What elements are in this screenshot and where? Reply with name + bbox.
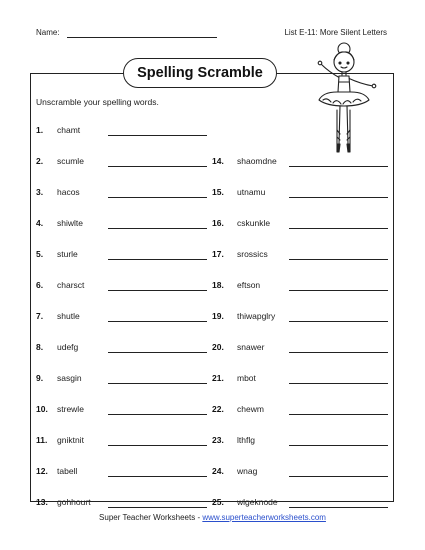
item-number: 16. [212,218,224,228]
answer-line[interactable] [108,507,207,508]
scrambled-word: chamt [57,125,81,135]
scrambled-word: lthflg [237,435,255,445]
item-number: 12. [36,466,48,476]
item-number: 23. [212,435,224,445]
answer-line[interactable] [289,321,388,322]
footer-text: Super Teacher Worksheets - [99,513,203,522]
item-number: 8. [36,342,44,352]
item-number: 22. [212,404,224,414]
answer-line[interactable] [289,414,388,415]
scrambled-word: udefg [57,342,79,352]
item-number: 11. [36,435,48,445]
item-number: 20. [212,342,224,352]
worksheet-title [123,58,277,88]
item-number: 10. [36,404,48,414]
answer-line[interactable] [108,321,207,322]
item-number: 6. [36,280,44,290]
scrambled-word: wnag [237,466,258,476]
answer-line[interactable] [289,476,388,477]
scrambled-word: srossics [237,249,268,259]
answer-line[interactable] [108,228,207,229]
scrambled-word: chewm [237,404,264,414]
answer-line[interactable] [108,290,207,291]
footer [0,513,425,522]
answer-line[interactable] [289,445,388,446]
scrambled-word: sasgin [57,373,82,383]
item-number: 19. [212,311,224,321]
scrambled-word: thiwapglry [237,311,276,321]
answer-line[interactable] [289,259,388,260]
item-number: 14. [212,156,224,166]
scrambled-word: shaomdne [237,156,277,166]
item-number: 5. [36,249,44,259]
scrambled-word: utnamu [237,187,266,197]
answer-line[interactable] [289,166,388,167]
worksheet-title-text: Spelling Scramble [137,65,263,81]
scrambled-word: shiwlte [57,218,83,228]
answer-line[interactable] [108,352,207,353]
scrambled-word: gohhourt [57,497,91,507]
item-number: 25. [212,497,224,507]
item-number: 15. [212,187,224,197]
answer-line[interactable] [108,476,207,477]
scrambled-word: tabell [57,466,78,476]
answer-line[interactable] [108,383,207,384]
footer-link[interactable]: www.superteacherworksheets.com [202,513,326,522]
ballerina-illustration [303,40,385,160]
scrambled-word: strewle [57,404,84,414]
item-number: 21. [212,373,224,383]
answer-line[interactable] [289,228,388,229]
item-number: 7. [36,311,44,321]
item-number: 1. [36,125,44,135]
item-number: 13. [36,497,48,507]
answer-line[interactable] [289,383,388,384]
answer-line[interactable] [289,290,388,291]
list-label: List E-11: More Silent Letters [284,28,387,37]
scrambled-word: mbot [237,373,256,383]
instructions: Unscramble your spelling words. [36,97,159,107]
item-number: 17. [212,249,224,259]
answer-line[interactable] [289,197,388,198]
answer-line[interactable] [289,352,388,353]
scrambled-word: charsct [57,280,85,290]
item-number: 2. [36,156,44,166]
scrambled-word: shutle [57,311,80,321]
scrambled-word: cskunkle [237,218,271,228]
scrambled-word: hacos [57,187,80,197]
scrambled-word: eftson [237,280,261,290]
scrambled-word: wlgeknode [237,497,278,507]
item-number: 24. [212,466,224,476]
answer-line[interactable] [108,197,207,198]
item-number: 3. [36,187,44,197]
answer-line[interactable] [108,445,207,446]
answer-line[interactable] [289,507,388,508]
answer-line[interactable] [108,414,207,415]
answer-line[interactable] [108,259,207,260]
item-number: 4. [36,218,44,228]
scrambled-word: snawer [237,342,265,352]
scrambled-word: sturle [57,249,78,259]
name-label: Name: [36,28,60,37]
item-number: 18. [212,280,224,290]
scrambled-word: scumle [57,156,84,166]
answer-line[interactable] [108,166,207,167]
name-answer-line[interactable] [67,37,217,38]
scrambled-word: gniktnit [57,435,84,445]
item-number: 9. [36,373,44,383]
answer-line[interactable] [108,135,207,136]
